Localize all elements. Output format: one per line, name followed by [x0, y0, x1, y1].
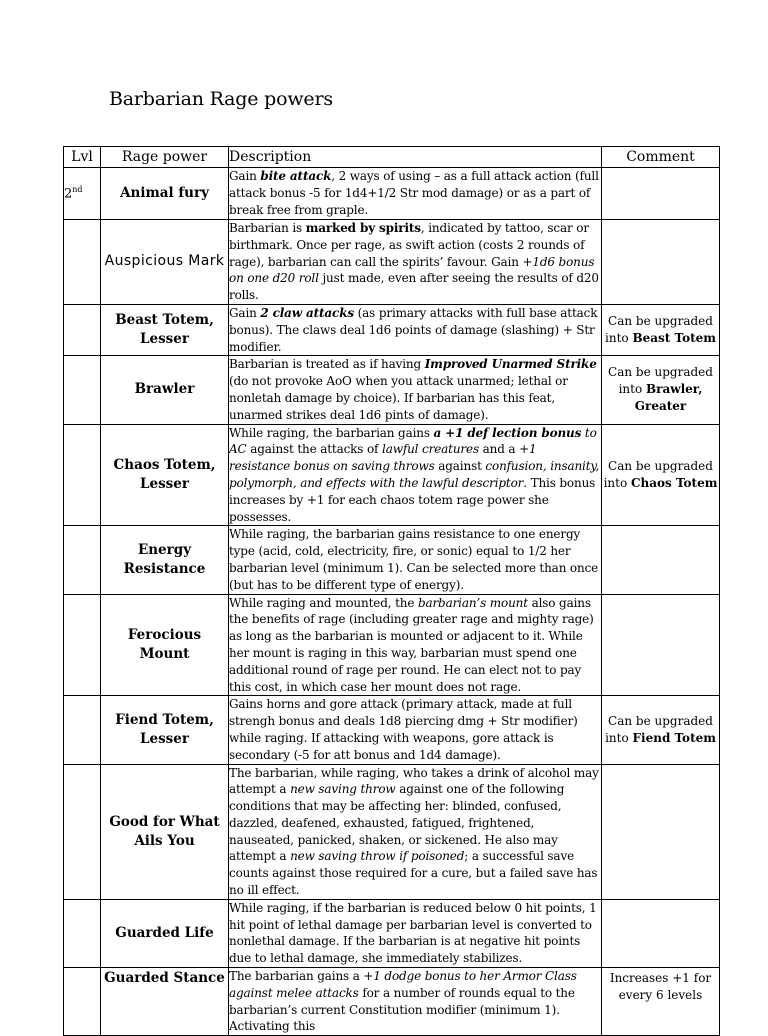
- level-cell: [64, 899, 101, 967]
- level-value: 2: [64, 186, 73, 202]
- description-cell: [229, 424, 602, 526]
- description-text: bite attack: [260, 169, 332, 184]
- description-text: While raging, the barbarian gains: [229, 425, 434, 440]
- description-text: Gain: [229, 169, 261, 184]
- level-cell: [64, 696, 101, 764]
- header-comment: Comment: [602, 147, 720, 168]
- table-row: [64, 220, 720, 305]
- description-cell: [229, 526, 602, 594]
- description-text: Gain: [229, 305, 261, 320]
- comment-text: Beast Totem: [632, 331, 716, 346]
- header-description: Description: [229, 147, 602, 168]
- description-cell: [229, 764, 602, 899]
- description-text: marked by spirits: [305, 221, 421, 235]
- rage-power-name: Chaos Totem, Lesser: [101, 424, 229, 526]
- comment-cell: [602, 594, 720, 696]
- comment-text: Fiend Totem: [632, 730, 716, 745]
- comment-cell: [602, 220, 720, 305]
- description-cell: [229, 696, 602, 764]
- comment-text: Increases +1 for every 6 levels: [609, 971, 712, 1003]
- comment-cell: [602, 526, 720, 594]
- rage-power-name: Ferocious Mount: [101, 594, 229, 696]
- comment-cell: [602, 356, 720, 424]
- description-text: . This bonus increases by +1 for each chaos totem rage power she possesses.: [229, 475, 596, 524]
- comment-cell: [602, 696, 720, 764]
- description-text: +1 dodge bonus to her Armor Class against melee attacks: [229, 969, 577, 1000]
- comment-text: Can be upgraded into: [608, 365, 713, 397]
- level-cell: [64, 424, 101, 526]
- table-row: [64, 696, 720, 764]
- header-rage-power: Rage power: [101, 147, 229, 168]
- comment-cell: [602, 968, 720, 1036]
- description-text: While raging, if the barbarian is reduced below 0 hit points, 1 hit point of lethal damage per barbarian level is converted to nonlethal damage. If the barbarian is at negative hit points due to lethal damage, she immediately stabilizes.: [229, 900, 597, 966]
- comment-text: Chaos Totem: [631, 475, 718, 490]
- rage-power-name: Guarded Life: [101, 899, 229, 967]
- description-cell: [229, 899, 602, 967]
- level-cell: [64, 168, 101, 220]
- description-text: for a number of rounds equal to the barbarian’s current Constitution modifier (minimum 1). Activating this: [229, 985, 575, 1034]
- level-cell: [64, 304, 101, 355]
- description-text: Barbarian is: [229, 221, 306, 235]
- description-text: ; a successful save counts against those required for a cure, but a failed save has no ill effect.: [229, 849, 598, 898]
- table-row: [64, 899, 720, 967]
- description-text: The barbarian gains a: [229, 969, 364, 984]
- comment-text: Can be upgraded into: [605, 713, 713, 745]
- comment-cell: [602, 304, 720, 355]
- description-text: , indicated by tattoo, scar or birthmark. Once per rage, as swift action (costs 2 rounds of rage), barbarian can call the spirits’ favour. Gain: [229, 221, 589, 269]
- level-cell: [64, 968, 101, 1036]
- table-row: [64, 968, 720, 1036]
- table-header-row: [64, 147, 720, 168]
- header-lvl: Lvl: [64, 147, 101, 168]
- level-cell: [64, 356, 101, 424]
- rage-power-name: Brawler: [101, 356, 229, 424]
- description-text: new saving throw: [290, 782, 396, 797]
- table-row: [64, 168, 720, 220]
- description-text: also gains the benefits of rage (including greater rage and mighty rage) as long as the barbarian is mounted or adjacent to it. While her mount is raging in this way, barbarian must spend one additional round of rage per round. He can elect not to pay this cost, in which case her mount does not rage.: [229, 595, 594, 694]
- comment-text: Brawler, Greater: [634, 382, 703, 414]
- rage-power-name: Auspicious Mark: [101, 220, 229, 305]
- table-row: [64, 304, 720, 355]
- description-text: Improved Unarmed Strike: [424, 357, 597, 372]
- description-text: Gains horns and gore attack (primary attack, made at full strengh bonus and deals 1d8 piercing dmg + Str modifier) while raging. If attacking with weapons, gore attack is secondary (-5 for att bonus and 1d4 damage).: [229, 697, 578, 762]
- description-text: against: [434, 459, 486, 474]
- level-cell: [64, 220, 101, 305]
- page-title: Barbarian Rage powers: [109, 88, 333, 110]
- description-text: +1d6 bonus on one d20 roll: [229, 254, 595, 286]
- table-row: [64, 764, 720, 899]
- description-text: (as primary attacks with full base attack bonus). The claws deal 1d6 points of damage (slashing) + Str modifier.: [229, 305, 598, 354]
- rage-powers-table: [63, 146, 720, 1036]
- description-text: against the attacks of: [246, 442, 382, 457]
- description-text: against one of the following conditions that may be affecting her: blinded, confused, dazzled, deafened, exhausted, fatigued, frightened, nauseated, panicked, shaken, or sickened. He also may attempt a: [229, 782, 565, 864]
- description-cell: [229, 168, 602, 220]
- rage-power-name: Fiend Totem, Lesser: [101, 696, 229, 764]
- description-cell: [229, 594, 602, 696]
- level-cell: [64, 764, 101, 899]
- description-text: new saving throw if poisoned: [290, 849, 465, 864]
- comment-cell: [602, 899, 720, 967]
- comment-text: Can be upgraded into: [603, 458, 713, 490]
- comment-cell: [602, 424, 720, 526]
- comment-text: Can be upgraded into: [605, 314, 713, 346]
- rage-power-name: Energy Resistance: [101, 526, 229, 594]
- description-text: a +1 def lection bonus: [433, 425, 582, 440]
- description-text: and a: [478, 442, 520, 457]
- description-text: (do not provoke AoO when you attack unarmed; lethal or nonletah damage by choice). If barbarian has this feat, unarmed strikes deal 1d6 pints of damage).: [229, 374, 568, 422]
- rage-power-name: Animal fury: [101, 168, 229, 220]
- description-cell: [229, 220, 602, 305]
- rage-power-name: Guarded Stance: [101, 968, 229, 1036]
- level-suffix: nd: [72, 185, 83, 195]
- table-row: [64, 424, 720, 526]
- comment-cell: [602, 764, 720, 899]
- description-text: 2 claw attacks: [260, 305, 354, 320]
- description-text: While raging and mounted, the: [229, 595, 418, 610]
- table-row: [64, 526, 720, 594]
- description-cell: [229, 304, 602, 355]
- description-text: , 2 ways of using – as a full attack action (full attack bonus -5 for 1d4+1/2 Str mod damage) or as a part of break free from graple.: [229, 169, 599, 217]
- description-cell: [229, 968, 602, 1036]
- level-cell: [64, 526, 101, 594]
- table-row: [64, 356, 720, 424]
- rage-power-name: Beast Totem, Lesser: [101, 304, 229, 355]
- description-text: +1 resistance bonus on saving throws: [229, 442, 537, 474]
- description-text: confusion, insanity, polymorph, and effects with the lawful descriptor: [229, 459, 600, 490]
- description-text: Barbarian is treated as if having: [229, 357, 425, 372]
- description-text: The barbarian, while raging, who takes a drink of alcohol may attempt a: [229, 765, 599, 797]
- description-text: to AC: [229, 425, 597, 457]
- rage-power-name: Good for What Ails You: [101, 764, 229, 899]
- description-text: just made, even after seeing the results of d20 rolls.: [229, 271, 599, 303]
- description-text: lawful creatures: [382, 442, 479, 457]
- description-text: While raging, the barbarian gains resistance to one energy type (acid, cold, electricity, fire, or sonic) equal to 1/2 her barbarian level (minimum 1). Can be selected more than once (but has to be different type of energy).: [229, 527, 599, 592]
- table-row: [64, 594, 720, 696]
- comment-cell: [602, 168, 720, 220]
- description-text: barbarian’s mount: [417, 595, 528, 610]
- description-cell: [229, 356, 602, 424]
- level-cell: [64, 594, 101, 696]
